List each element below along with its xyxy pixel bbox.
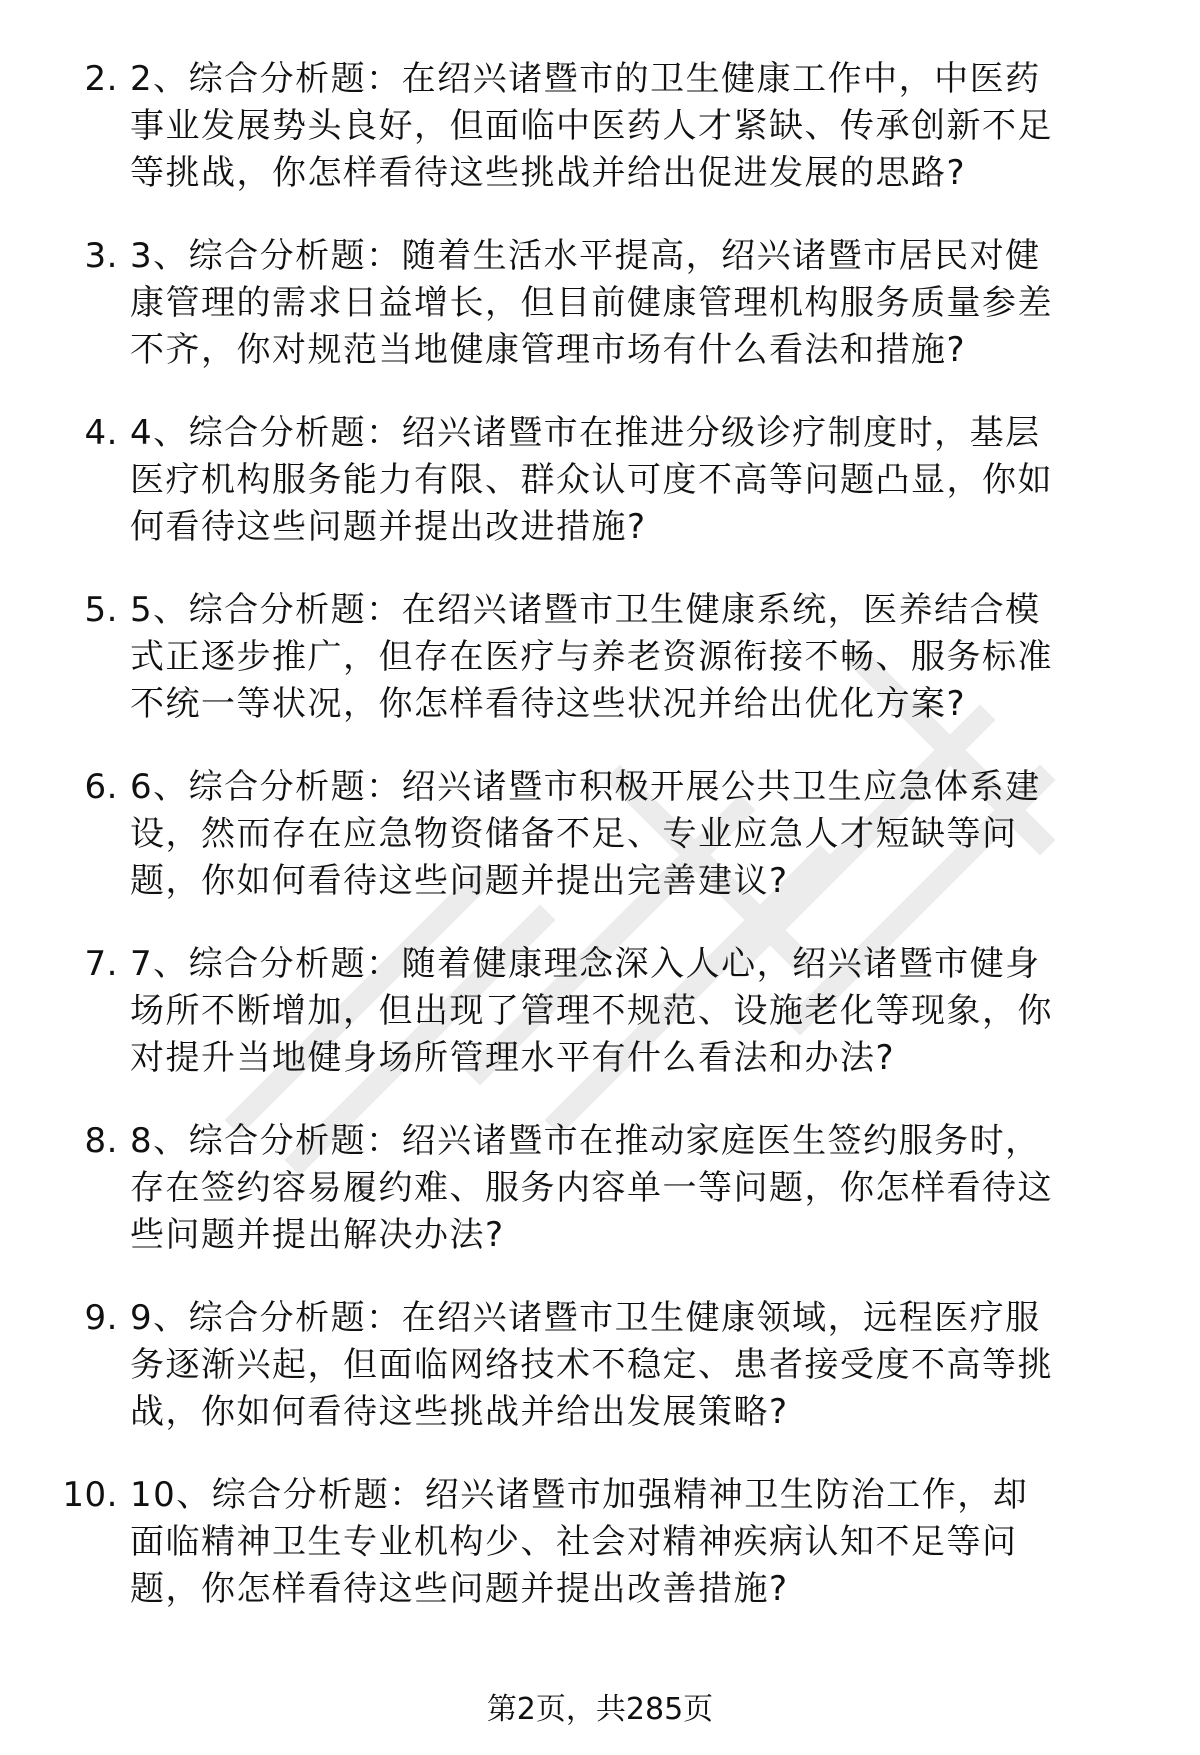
question-text: 10、综合分析题：绍兴诸暨市加强精神卫生防治工作，却面临精神卫生专业机构少、社会对精神疾病认知不足等问题，你怎样看待这些问题并提出改善措施? [130, 1475, 1029, 1609]
question-item-7 [0, 941, 1200, 1082]
question-text: 9、综合分析题：在绍兴诸暨市卫生健康领域，远程医疗服务逐渐兴起，但面临网络技术不稳定、患者接受度不高等挑战，你如何看待这些挑战并给出发展策略? [130, 1298, 1053, 1432]
question-number: 10. [62, 1475, 118, 1515]
question-number: 2. [84, 59, 118, 99]
page-footer: 第2页，共285页 [486, 1692, 714, 1727]
question-number: 8. [84, 1121, 118, 1161]
question-item-9 [0, 1295, 1200, 1436]
question-item-3 [0, 233, 1200, 374]
question-text: 4、综合分析题：绍兴诸暨市在推进分级诊疗制度时，基层医疗机构服务能力有限、群众认可度不高等问题凸显，你如何看待这些问题并提出改进措施? [130, 413, 1053, 547]
question-text: 8、综合分析题：绍兴诸暨市在推动家庭医生签约服务时，存在签约容易履约难、服务内容单一等问题，你怎样看待这些问题并提出解决办法? [130, 1121, 1053, 1255]
question-number: 4. [84, 413, 118, 453]
question-number: 7. [84, 944, 118, 984]
question-item-10 [0, 1472, 1200, 1613]
question-number: 3. [84, 236, 118, 276]
question-list [0, 56, 1200, 1649]
question-text: 5、综合分析题：在绍兴诸暨市卫生健康系统，医养结合模式正逐步推广，但存在医疗与养老资源衔接不畅、服务标准不统一等状况，你怎样看待这些状况并给出优化方案? [130, 590, 1053, 724]
question-item-2 [0, 56, 1200, 197]
question-number: 6. [84, 767, 118, 807]
question-text: 6、综合分析题：绍兴诸暨市积极开展公共卫生应急体系建设，然而存在应急物资储备不足、专业应急人才短缺等问题，你如何看待这些问题并提出完善建议? [130, 767, 1041, 901]
question-text: 2、综合分析题：在绍兴诸暨市的卫生健康工作中，中医药事业发展势头良好，但面临中医药人才紧缺、传承创新不足等挑战，你怎样看待这些挑战并给出促进发展的思路? [130, 59, 1053, 193]
question-item-5 [0, 587, 1200, 728]
question-number: 9. [84, 1298, 118, 1338]
question-item-6 [0, 764, 1200, 905]
question-text: 3、综合分析题：随着生活水平提高，绍兴诸暨市居民对健康管理的需求日益增长，但目前健康管理机构服务质量参差不齐，你对规范当地健康管理市场有什么看法和措施? [130, 236, 1053, 370]
question-text: 7、综合分析题：随着健康理念深入人心，绍兴诸暨市健身场所不断增加，但出现了管理不规范、设施老化等现象，你对提升当地健身场所管理水平有什么看法和办法? [130, 944, 1053, 1078]
question-item-8 [0, 1118, 1200, 1259]
question-item-4 [0, 410, 1200, 551]
question-number: 5. [84, 590, 118, 630]
